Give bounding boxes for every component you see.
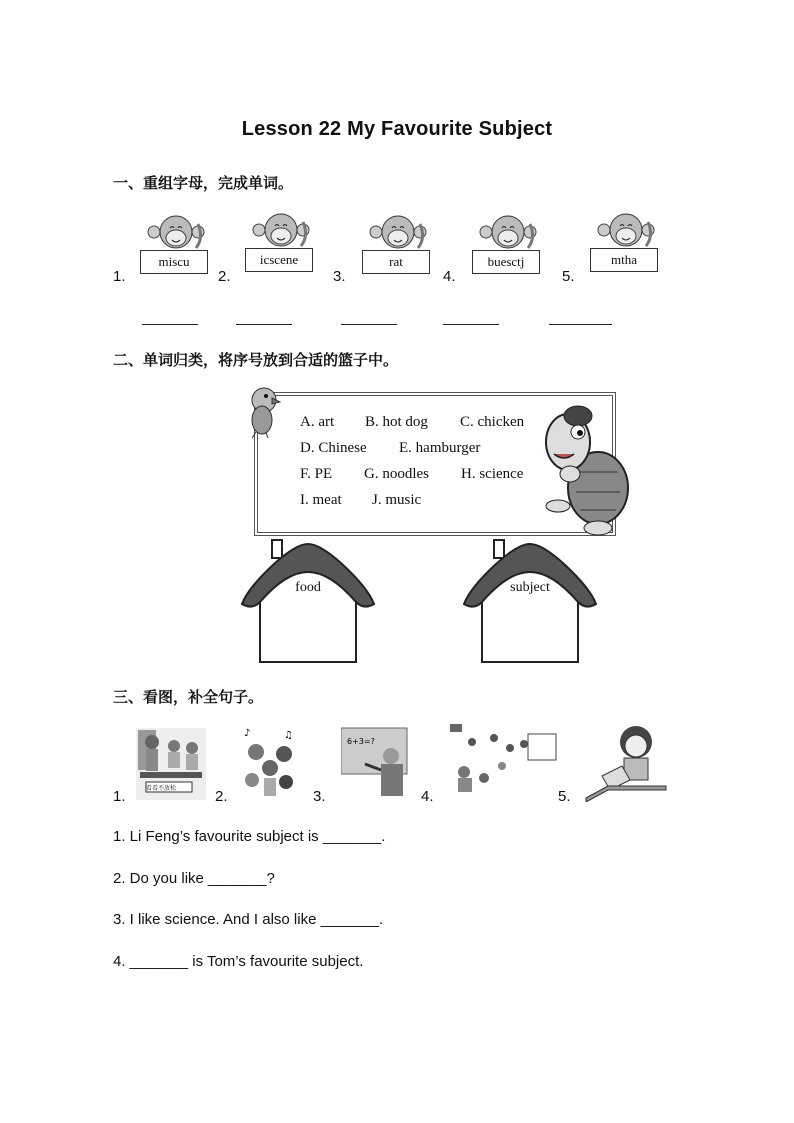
monkey-picture [362, 214, 434, 284]
board-option: J. music [372, 492, 422, 508]
sentence-1: 1. Li Feng’s favourite subject is _______. [113, 828, 386, 845]
page-title: Lesson 22 My Favourite Subject [241, 118, 553, 140]
board-option: A. art [300, 414, 335, 430]
sentence-2: 2. Do you like _______? [113, 870, 275, 887]
board-option: G. noodles [364, 466, 429, 482]
item-number: 1. [113, 268, 126, 285]
svg-text:♪: ♪ [244, 728, 251, 739]
food-house [238, 538, 378, 666]
item-number: 2. [218, 268, 231, 285]
turtle-icon [538, 402, 632, 538]
item-number: 3. [333, 268, 346, 285]
board-option: D. Chinese [300, 440, 367, 456]
word-sign: icscene [245, 248, 313, 272]
parrot-icon [244, 384, 284, 440]
monkey-picture [140, 214, 212, 284]
answer-blank[interactable] [341, 324, 397, 325]
picture-number: 3. [313, 788, 326, 805]
word-sign: buesctj [472, 250, 540, 274]
math-teacher-picture [341, 726, 411, 798]
board-option: H. science [461, 466, 524, 482]
answer-blank[interactable] [142, 324, 198, 325]
picture-number: 2. [215, 788, 228, 805]
sentence-3: 3. I like science. And I also like _______. [113, 911, 384, 928]
monkey-picture [590, 212, 662, 282]
sentence-4: 4. _______ is Tom’s favourite subject. [113, 953, 364, 970]
picture-number: 1. [113, 788, 126, 805]
reading-picture [584, 722, 668, 802]
board-option: E. hamburger [399, 440, 481, 456]
item-number: 4. [443, 268, 456, 285]
board-option: I. meat [300, 492, 342, 508]
monkey-icon [146, 214, 206, 254]
food-house-label: food [295, 580, 321, 595]
word-sign: miscu [140, 250, 208, 274]
monkey-icon [251, 212, 311, 252]
monkey-icon [596, 212, 656, 252]
pe-picture [444, 722, 560, 802]
subject-house [460, 538, 600, 666]
picture-sign: 看看不放松 [145, 786, 176, 792]
section-1-heading: 一、重组字母，完成单词。 [113, 175, 294, 192]
svg-text:6+3=?: 6+3=? [347, 737, 375, 746]
monkey-picture [472, 214, 544, 284]
board-option: C. chicken [460, 414, 525, 430]
picture-number: 5. [558, 788, 571, 805]
answer-blank[interactable] [236, 324, 292, 325]
section-2-heading: 二、单词归类，将序号放到合适的篮子中。 [113, 352, 399, 369]
board-option: B. hot dog [365, 414, 428, 430]
section-3-heading: 三、看图，补全句子。 [113, 689, 264, 706]
word-sign: mtha [590, 248, 658, 272]
svg-text:♫: ♫ [284, 730, 293, 741]
word-sign: rat [362, 250, 430, 274]
answer-blank[interactable] [443, 324, 499, 325]
board-option: F. PE [300, 466, 333, 482]
music-picture [240, 724, 300, 800]
subject-house-label: subject [510, 580, 550, 595]
picture-number: 4. [421, 788, 434, 805]
monkey-icon [368, 214, 428, 254]
monkey-icon [478, 214, 538, 254]
item-number: 5. [562, 268, 575, 285]
monkey-picture [245, 212, 317, 282]
answer-blank[interactable] [549, 324, 612, 325]
